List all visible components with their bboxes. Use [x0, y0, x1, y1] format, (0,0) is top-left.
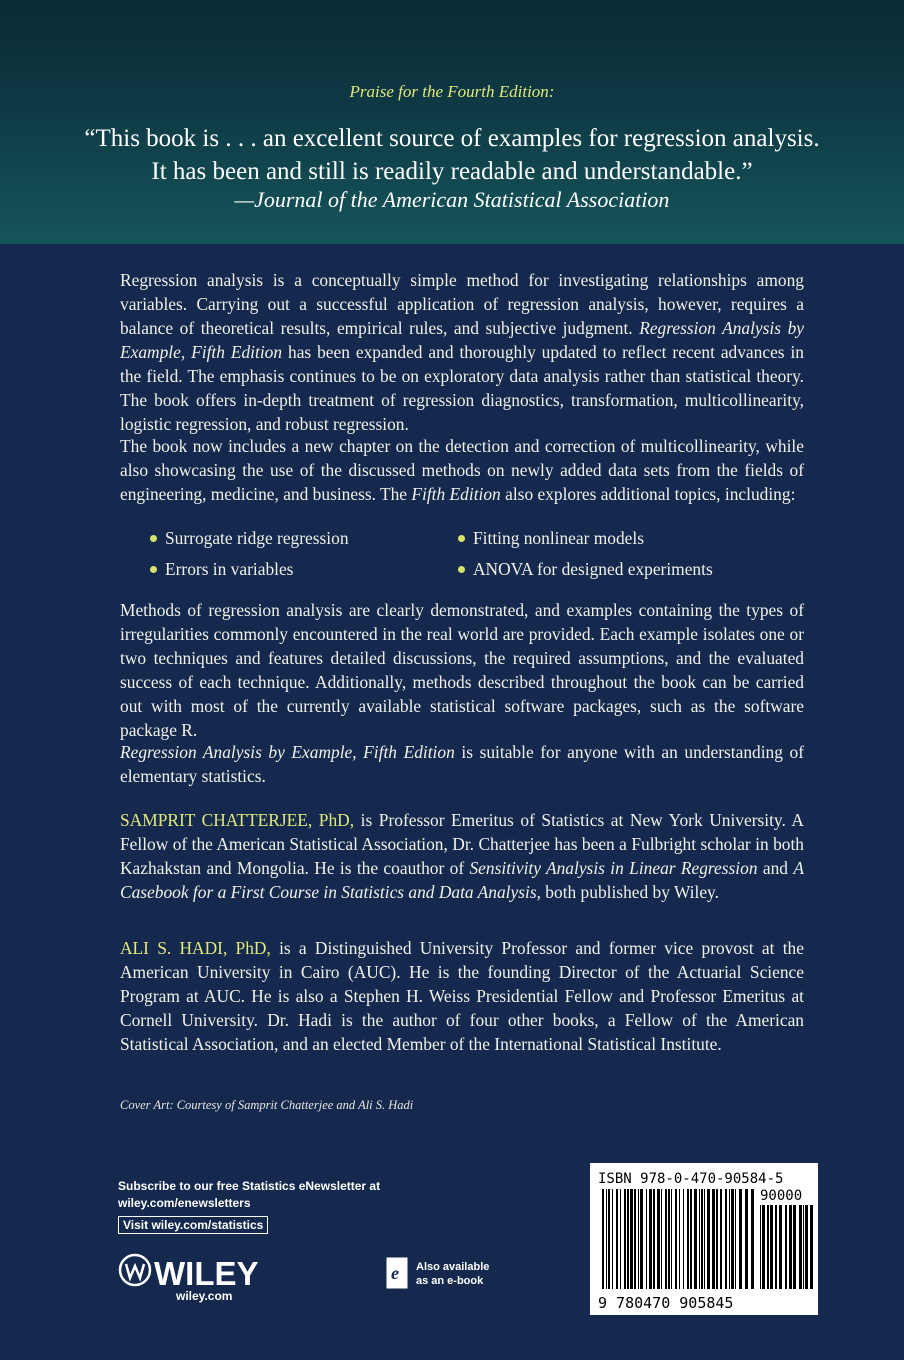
list-item: ANOVA for designed experiments [458, 559, 713, 580]
svg-text:wiley.com: wiley.com [176, 1289, 233, 1303]
wiley-logo [118, 1252, 270, 1309]
quote-source: —Journal of the American Statistical Association [234, 187, 670, 212]
newsletter-link[interactable]: wiley.com/enewsletters [118, 1196, 251, 1210]
author-name: SAMPRIT CHATTERJEE, PhD, [120, 810, 355, 830]
ebook-notice [386, 1257, 498, 1302]
quote-line-2: It has been and still is readily readable and understandable.” [151, 158, 753, 185]
price-code: 90000 [760, 1188, 803, 1204]
isbn-text: ISBN 978-0-470-90584-5 [598, 1171, 784, 1187]
barcode-digits: 9 780470 905845 [598, 1294, 734, 1312]
author-name: ALI S. HADI, PhD, [120, 938, 271, 958]
list-item: Errors in variables [150, 559, 293, 580]
wiley-mark-icon [118, 1252, 270, 1304]
p2-text-a: The book now includes a new chapter on the detection and correction of multicollinearity, while also showcasing the use of the discussed methods on newly added data sets from the fields of engineering, medicine, and business. The [120, 436, 804, 504]
quote-line-1: “This book is . . . an excellent source of examples for regression analysis. [84, 125, 820, 152]
svg-text:as an e-book: as an e-book [416, 1275, 484, 1287]
description-paragraph-1 [120, 268, 804, 436]
svg-text:WILEY: WILEY [154, 1255, 259, 1292]
p1-text-b: has been expanded and thoroughly updated to reflect recent advances in the field. The emphasis continues to be on exploratory data analysis rather than statistical theory. The book offers in-depth treatment of regression diagnostics, transformation, multicollinearity, logistic regression, and robust regression. [120, 342, 805, 434]
svg-text:Also available: Also available [416, 1261, 490, 1273]
newsletter-text: Subscribe to our free Statistics eNewsletter at wiley.com/enewsletters [118, 1179, 381, 1210]
description-paragraph-4 [120, 740, 804, 788]
praise-heading: Praise for the Fourth Edition: [349, 82, 555, 101]
description-paragraph-2 [120, 434, 804, 506]
barcode-icon [590, 1163, 818, 1315]
isbn-barcode [590, 1163, 818, 1315]
bullet-icon [458, 566, 465, 573]
visit-link[interactable]: Visit wiley.com/statistics [118, 1216, 268, 1234]
p4-book-title: Regression Analysis by Example, Fifth Edition [120, 742, 455, 762]
p1-book-title: Regression Analysis by Example, Fifth Edition [120, 318, 804, 362]
p1-text-a: Regression analysis is a conceptually simple method for investigating relationships among variables. Carrying out a successful application of regression analysis, however, requires a balance of theoretical results, empirical rules, and subjective judgment. [120, 270, 804, 338]
p4-text: is suitable for anyone with an understanding of elementary statistics. [120, 742, 804, 786]
bullet-icon [458, 535, 465, 542]
list-item: Surrogate ridge regression [150, 528, 349, 549]
bullet-icon [150, 535, 157, 542]
praise-quote [0, 122, 904, 188]
cover-art-credit: Cover Art: Courtesy of Samprit Chatterjee and Ali S. Hadi [120, 1098, 414, 1112]
bullet-icon [150, 566, 157, 573]
author-bio-hadi: ALI S. HADI, PhD, is a Distinguished University Professor and former vice provost at the American University in Cairo (AUC). He is the founding Director of the Actuarial Science Program at AUC. He is also a Stephen H. Weiss Presidential Fellow and Professor Emeritus at Cornell University. Dr. Hadi is the author of four other books, a Fellow of the American Statistical Association, and an elected Member of the International Statistical Institute. [120, 938, 804, 1054]
p2-text-b: also explores additional topics, including: [505, 484, 796, 504]
list-item: Fitting nonlinear models [458, 528, 644, 549]
description-paragraph-3: Methods of regression analysis are clearly demonstrated, and examples containing the types of irregularities commonly encountered in the real world are provided. Each example isolates one or two techniques and features detailed discussions, the required assumptions, and the evaluated success of each technique. Additionally, methods described throughout the book can be carried out with most of the currently available statistical software packages, such as the software package R. [120, 600, 804, 740]
p2-edition: Fifth Edition [411, 484, 501, 504]
ebook-icon [386, 1257, 498, 1297]
author-bio-chatterjee: SAMPRIT CHATTERJEE, PhD, is Professor Emeritus of Statistics at New York University. A Fellow of the American Statistical Association, Dr. Chatterjee has been a Fulbright scholar in both Kazhakstan and Mongolia. He is the coauthor of Sensitivity Analysis in Linear Regression and A Casebook for a First Course in Statistics and Data Analysis, both published by Wiley. [120, 810, 804, 902]
svg-text:e: e [391, 1263, 399, 1283]
